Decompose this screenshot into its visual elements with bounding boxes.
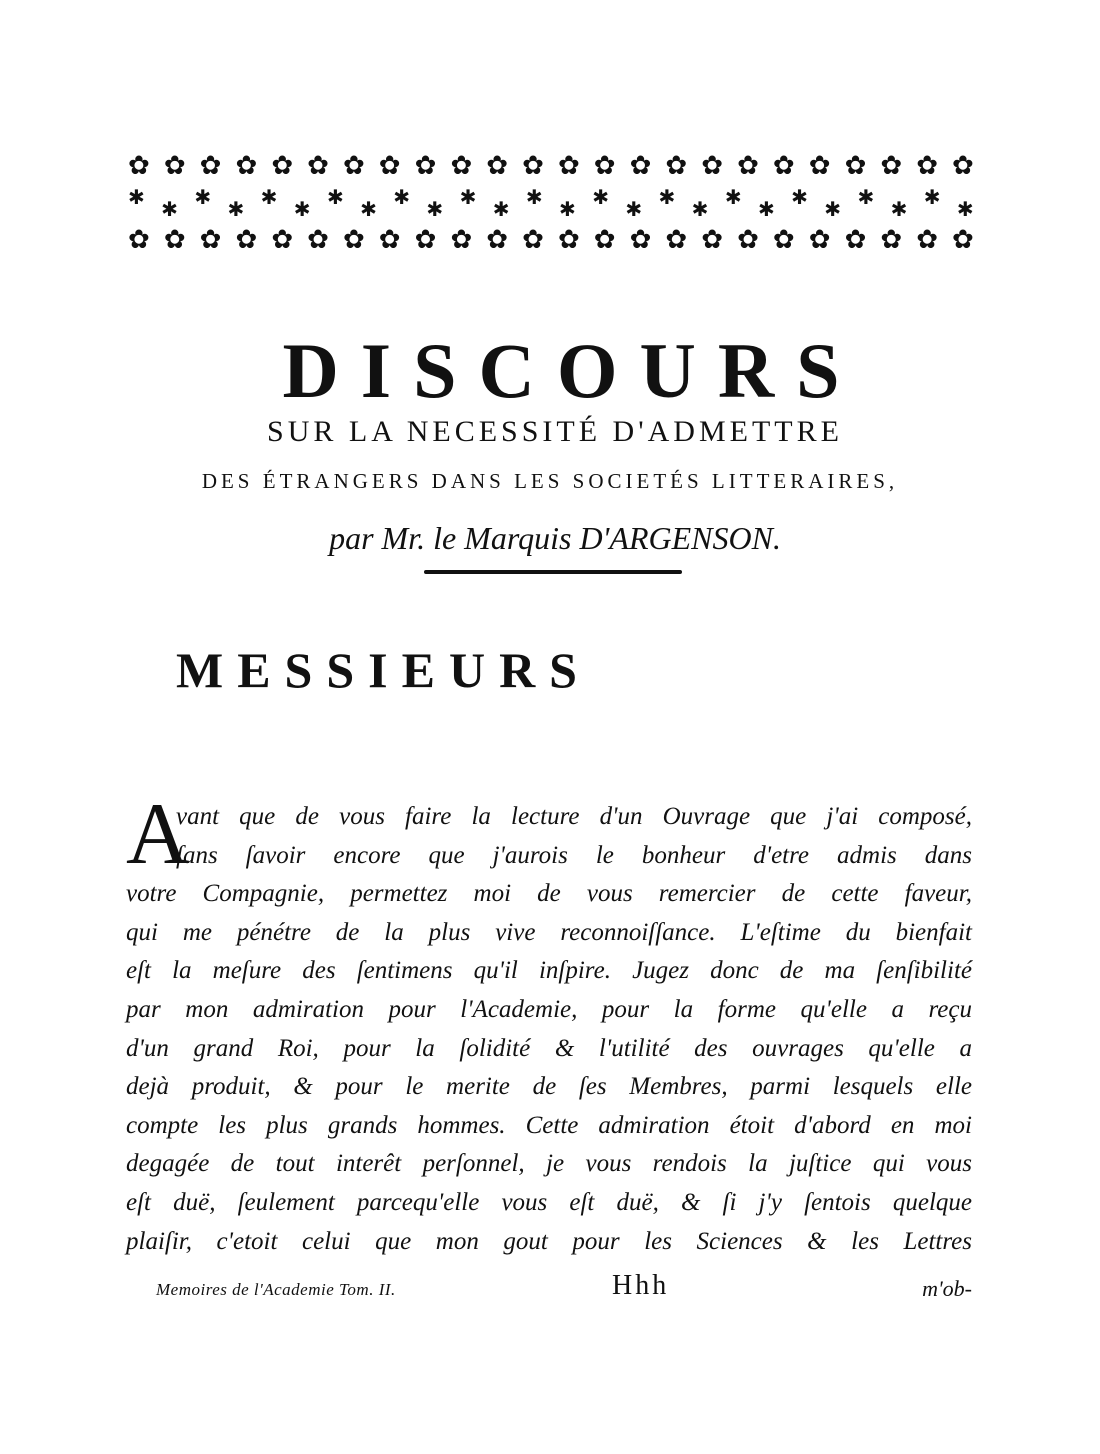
body-line: vant que de vous faire la lecture d'un Ouvrage que j'ai composé, [176,803,972,830]
star-ornament-icon: ✱ [559,197,576,218]
flower-ornament-icon: ✿ [557,152,580,180]
star-ornament-icon: ✱ [393,188,411,209]
star-ornament-icon: ✱ [161,197,178,218]
flower-ornament-icon: ✿ [916,152,939,180]
flower-ornament-icon: ✿ [522,226,544,254]
flower-ornament-icon: ✿ [199,226,222,254]
flower-ornament-icon: ✿ [235,152,258,180]
ornament-star-row [128,188,974,218]
flower-ornament-icon: ✿ [952,152,974,180]
page-title: DISCOURS [282,327,862,414]
flower-ornament-icon: ✿ [880,226,903,254]
body-line: dejà produit, & pour le merite de ſes Membres, parmi lesquels elle [126,1073,972,1101]
flower-ornament-icon: ✿ [486,226,509,254]
footer-running-title: Memoires de l'Academie Tom. II. [156,1280,396,1299]
star-ornament-icon: ✱ [128,188,145,209]
star-ornament-icon: ✱ [923,188,941,209]
body-line: par mon admiration pour l'Academie, pour la forme qu'elle a reçu [126,995,972,1023]
star-ornament-icon: ✱ [194,188,212,209]
flower-ornament-icon: ✿ [163,152,186,180]
flower-ornament-icon: ✿ [486,152,509,180]
flower-ornament-icon: ✿ [701,226,724,254]
flower-ornament-icon: ✿ [271,226,294,254]
flower-ornament-icon: ✿ [665,152,688,180]
star-ornament-icon: ✱ [956,197,974,218]
flower-ornament-icon: ✿ [844,226,867,254]
flower-ornament-icon: ✿ [737,152,759,180]
star-ornament-icon: ✱ [724,188,742,209]
flower-ornament-icon: ✿ [307,152,329,180]
star-ornament-icon: ✱ [360,197,377,218]
footer-catchword: m'ob- [922,1276,972,1301]
flower-ornament-icon: ✿ [342,226,365,254]
flower-ornament-icon: ✿ [665,226,688,254]
flower-ornament-icon: ✿ [271,152,294,180]
flower-ornament-icon: ✿ [629,152,652,180]
star-ornament-icon: ✱ [824,197,842,218]
body-paragraph [126,798,972,1261]
flower-ornament-icon: ✿ [450,152,473,180]
flower-ornament-icon: ✿ [916,226,939,254]
star-ornament-icon: ✱ [757,197,775,218]
flower-ornament-icon: ✿ [522,152,544,180]
page-footer [156,1270,972,1310]
flower-ornament-icon: ✿ [128,152,150,180]
body-line: eſt duë, ſeulement parcequ'elle vous eſt duë, & ſi j'y ſentois quelque [126,1188,972,1216]
subtitle-line-2: DES ÉTRANGERS DANS LES SOCIETÉS LITTERAIRES, [201,469,899,493]
drop-cap: A [126,786,190,883]
ornament-flower-row-bottom [128,226,974,254]
flower-ornament-icon: ✿ [414,226,437,254]
body-line: ſans ſavoir encore que j'aurois le bonheur d'etre admis dans [176,841,972,869]
body-line: votre Compagnie, permettez moi de vous remercier de cette faveur, [126,880,972,908]
flower-ornament-icon: ✿ [307,226,329,254]
flower-ornament-icon: ✿ [378,226,401,254]
flower-ornament-icon: ✿ [737,226,759,254]
star-ornament-icon: ✱ [691,197,709,218]
body-line: d'un grand Roi, pour la ſolidité & l'utilité des ouvrages qu'elle a [126,1034,972,1062]
flower-ornament-icon: ✿ [808,152,831,180]
author-line: par Mr. le Marquis D'ARGENSON. [329,520,781,556]
body-line: eſt la meſure des ſentimens qu'il inſpire. Jugez donc de ma ſenſibilité [126,957,972,985]
star-ornament-icon: ✱ [525,188,543,209]
flower-ornament-icon: ✿ [844,152,867,180]
star-ornament-icon: ✱ [227,197,245,218]
flower-ornament-icon: ✿ [378,152,401,180]
star-ornament-icon: ✱ [426,197,444,218]
footer-signature-mark: Hhh [612,1270,670,1301]
flower-ornament-icon: ✿ [128,226,150,254]
flower-ornament-icon: ✿ [952,226,974,254]
flower-ornament-icon: ✿ [342,152,365,180]
flower-ornament-icon: ✿ [772,152,795,180]
star-ornament-icon: ✱ [592,188,609,209]
star-ornament-icon: ✱ [857,188,875,209]
body-line: degagée de tout interêt perſonnel, je vous rendois la juſtice qui vous [126,1150,972,1178]
ornament-flower-row-top [128,152,974,180]
star-ornament-icon: ✱ [492,197,510,218]
flower-ornament-icon: ✿ [880,152,903,180]
star-ornament-icon: ✱ [658,188,676,209]
body-line: plaiſir, c'etoit celui que mon gout pour les Sciences & les Lettres [126,1227,972,1255]
flower-ornament-icon: ✿ [414,152,437,180]
star-ornament-icon: ✱ [890,197,908,218]
flower-ornament-icon: ✿ [593,226,616,254]
title-rule [424,570,682,574]
star-ornament-icon: ✱ [459,188,477,209]
flower-ornament-icon: ✿ [701,152,724,180]
salutation: MESSIEURS [176,642,591,698]
flower-ornament-icon: ✿ [199,152,222,180]
flower-ornament-icon: ✿ [808,226,831,254]
subtitle-line-1: SUR LA NECESSITÉ D'ADMETTRE [267,415,843,448]
flower-ornament-icon: ✿ [450,226,473,254]
body-line: qui me pénétre de la plus vive reconnoiſſance. L'eſtime du bienfait [126,918,972,946]
star-ornament-icon: ✱ [326,188,344,209]
star-ornament-icon: ✱ [293,197,311,218]
body-line: compte les plus grands hommes. Cette admiration étoit d'abord en moi [126,1111,972,1139]
flower-ornament-icon: ✿ [593,152,616,180]
flower-ornament-icon: ✿ [557,226,580,254]
star-ornament-icon: ✱ [625,197,643,218]
flower-ornament-icon: ✿ [163,226,186,254]
star-ornament-icon: ✱ [791,188,808,209]
flower-ornament-icon: ✿ [772,226,795,254]
flower-ornament-icon: ✿ [629,226,652,254]
flower-ornament-icon: ✿ [235,226,258,254]
star-ornament-icon: ✱ [260,188,278,209]
